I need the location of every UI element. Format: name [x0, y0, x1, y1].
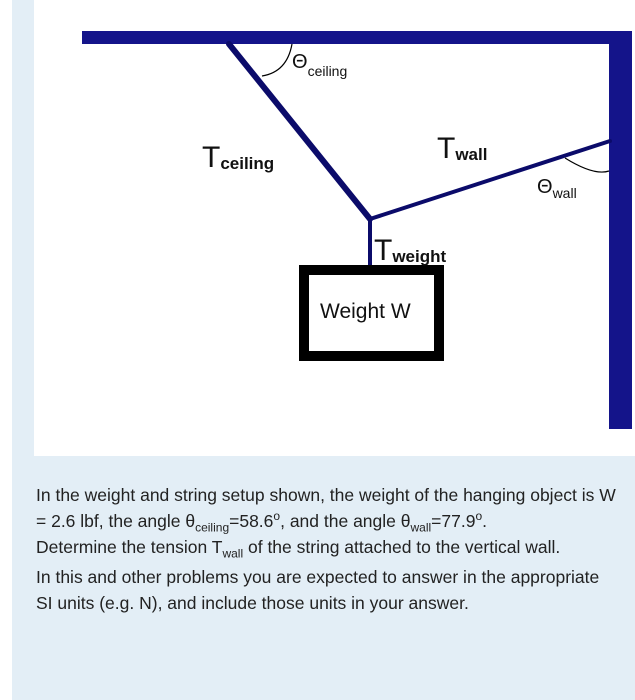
problem-paragraph-1: In the weight and string setup shown, the weight of the hanging object is W = 2.6 lbf, the angle $\theta_{ceiling}=58.6^o$, and the angle $\theta_{wall}=77.9^o$. Determine the tension $T_{wall}$ of the string attached to the vertical wall.	[36, 485, 616, 561]
theta-ceiling-label: Θceiling	[292, 51, 348, 79]
left-margin	[0, 0, 12, 700]
t-weight-label: Tweight	[374, 234, 447, 267]
ceiling-angle-arc	[262, 44, 292, 76]
vertical-wall	[609, 31, 632, 429]
force-diagram	[34, 0, 635, 456]
t-ceiling-label: Tceiling	[202, 141, 275, 174]
weight-box-label: Weight W	[320, 300, 411, 323]
wall-string	[370, 141, 610, 219]
theta-wall-label: Θwall	[537, 176, 577, 201]
diagram-panel	[34, 0, 635, 456]
t-wall-label: Twall	[437, 132, 488, 165]
ceiling-beam	[82, 31, 632, 44]
wall-angle-arc	[565, 158, 609, 172]
problem-paragraph-2: In this and other problems you are expected to answer in the appropriate SI units (e.g. N), and include those units in your answer.	[36, 567, 600, 613]
problem-statement	[36, 482, 616, 620]
